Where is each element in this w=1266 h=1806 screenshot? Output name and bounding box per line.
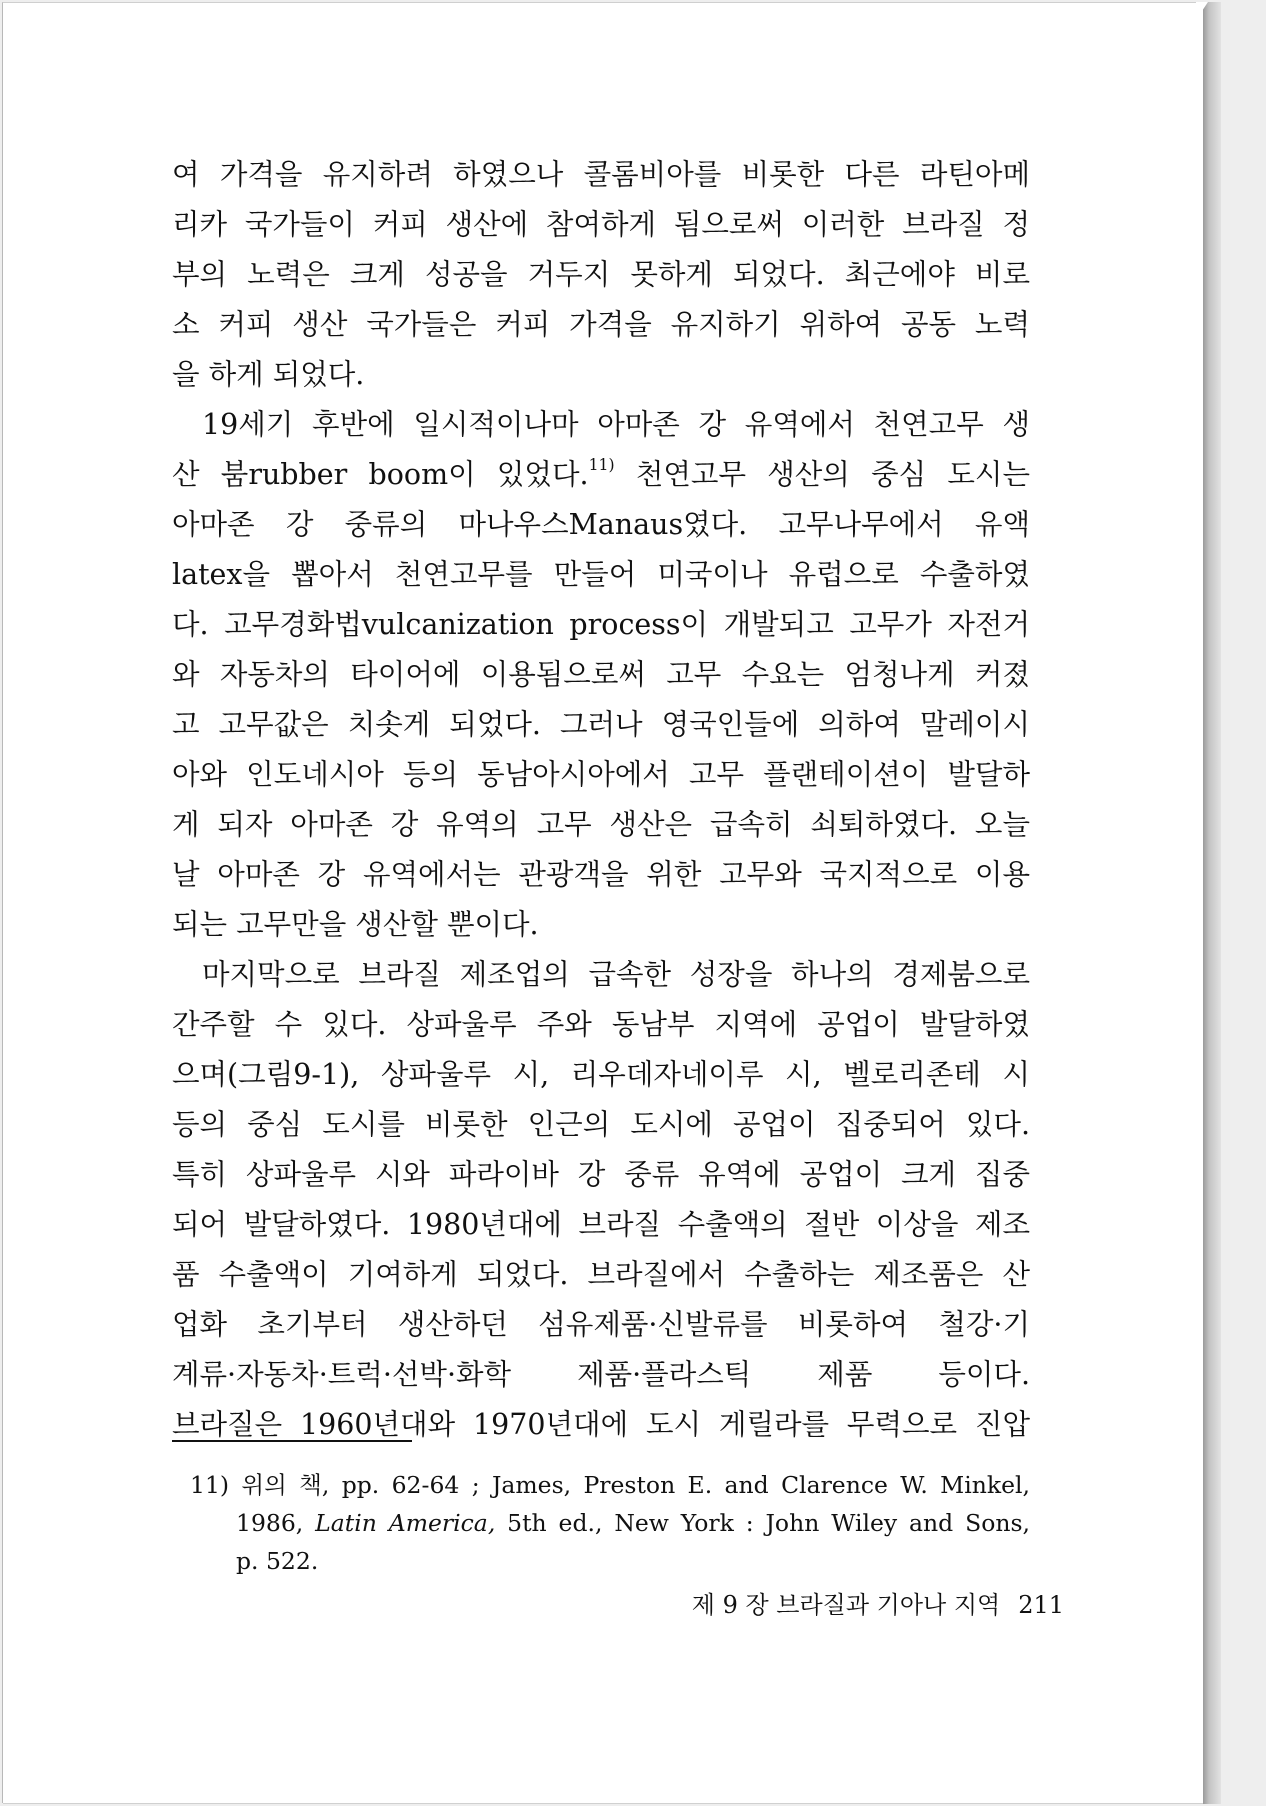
footnote-line (190, 1504, 1030, 1542)
text-segment: 천연고무 생산의 중심 도시는 (614, 458, 1030, 491)
text-line: 품 수출액이 기여하게 되었다. 브라질에서 수출하는 제조품은 산 (172, 1258, 1030, 1291)
text-line: latex을 뽑아서 천연고무를 만들어 미국이나 유럽으로 수출하였 (172, 558, 1030, 591)
text-line: 계류·자동차·트럭·선박·화학 제품·플라스틱 제품 등이다. (172, 1358, 1030, 1391)
text-line: 간주할 수 있다. 상파울루 주와 동남부 지역에 공업이 발달하였 (172, 1008, 1030, 1041)
text-line: 소 커피 생산 국가들은 커피 가격을 유지하기 위하여 공동 노력 (172, 308, 1030, 341)
footnote-divider (172, 1440, 412, 1442)
text-line: 아와 인도네시아 등의 동남아시아에서 고무 플랜테이션이 발달하 (172, 758, 1030, 791)
footnote-line: p. 522. (236, 1547, 319, 1575)
text-line: 리카 국가들이 커피 생산에 참여하게 됨으로써 이러한 브라질 정 (172, 208, 1030, 241)
text-line: 부의 노력은 크게 성공을 거두지 못하게 되었다. 최근에야 비로 (172, 258, 1030, 291)
running-footer (692, 1585, 1064, 1620)
text-line: 게 되자 아마존 강 유역의 고무 생산은 급속히 쇠퇴하였다. 오늘 (172, 808, 1030, 841)
text-line: 등의 중심 도시를 비롯한 인근의 도시에 공업이 집중되어 있다. (172, 1108, 1030, 1141)
footnote-reference: 11) (588, 454, 615, 474)
page-number: 211 (1018, 1591, 1064, 1619)
footnote-line: 11) 위의 책, pp. 62-64 ; James, Preston E. and Clarence W. Minkel, (190, 1471, 1030, 1499)
text-line (172, 450, 1030, 500)
chapter-title: 제 9 장 브라질과 기아나 지역 (691, 1591, 1001, 1619)
text-line: 특히 상파울루 시와 파라이바 강 중류 유역에 공업이 크게 집중 (172, 1158, 1030, 1191)
text-line: 되는 고무만을 생산할 뿐이다. (172, 908, 539, 941)
text-line: 업화 초기부터 생산하던 섬유제품·신발류를 비롯하여 철강·기 (172, 1308, 1030, 1341)
text-line: 날 아마존 강 유역에서는 관광객을 위한 고무와 국지적으로 이용 (172, 858, 1030, 891)
text-line: 와 자동차의 타이어에 이용됨으로써 고무 수요는 엄청나게 커졌 (172, 658, 1030, 691)
text-line: 브라질은 1960년대와 1970년대에 도시 게릴라를 무력으로 진압 (172, 1408, 1030, 1441)
text-line: 다. 고무경화법vulcanization process이 개발되고 고무가 자전거 (172, 608, 1030, 641)
text-line: 아마존 강 중류의 마나우스Manaus였다. 고무나무에서 유액 (172, 508, 1030, 541)
text-line: 19세기 후반에 일시적이나마 아마존 강 유역에서 천연고무 생 (202, 408, 1030, 441)
text-line: 여 가격을 유지하려 하였으나 콜롬비아를 비롯한 다른 라틴아메 (172, 158, 1030, 191)
text-line: 으며(그림9-1), 상파울루 시, 리우데자네이루 시, 벨로리존테 시 (172, 1058, 1030, 1091)
page-edge (1203, 2, 1221, 1804)
text-line: 되어 발달하였다. 1980년대에 브라질 수출액의 절반 이상을 제조 (172, 1208, 1030, 1241)
text-segment: 1986, (236, 1509, 316, 1537)
text-segment: 산 붐rubber boom이 있었다. (172, 458, 589, 491)
text-line: 을 하게 되었다. (172, 358, 365, 391)
text-line: 마지막으로 브라질 제조업의 급속한 성장을 하나의 경제붐으로 (202, 958, 1030, 991)
page-corner (1196, 2, 1208, 20)
text-segment: 5th ed., New York : John Wiley and Sons, (495, 1509, 1031, 1537)
text-line: 고 고무값은 치솟게 되었다. 그러나 영국인들에 의하여 말레이시 (172, 708, 1030, 741)
body-text (172, 150, 1030, 1450)
footnote (190, 1466, 1030, 1580)
book-title: Latin America, (315, 1509, 496, 1537)
